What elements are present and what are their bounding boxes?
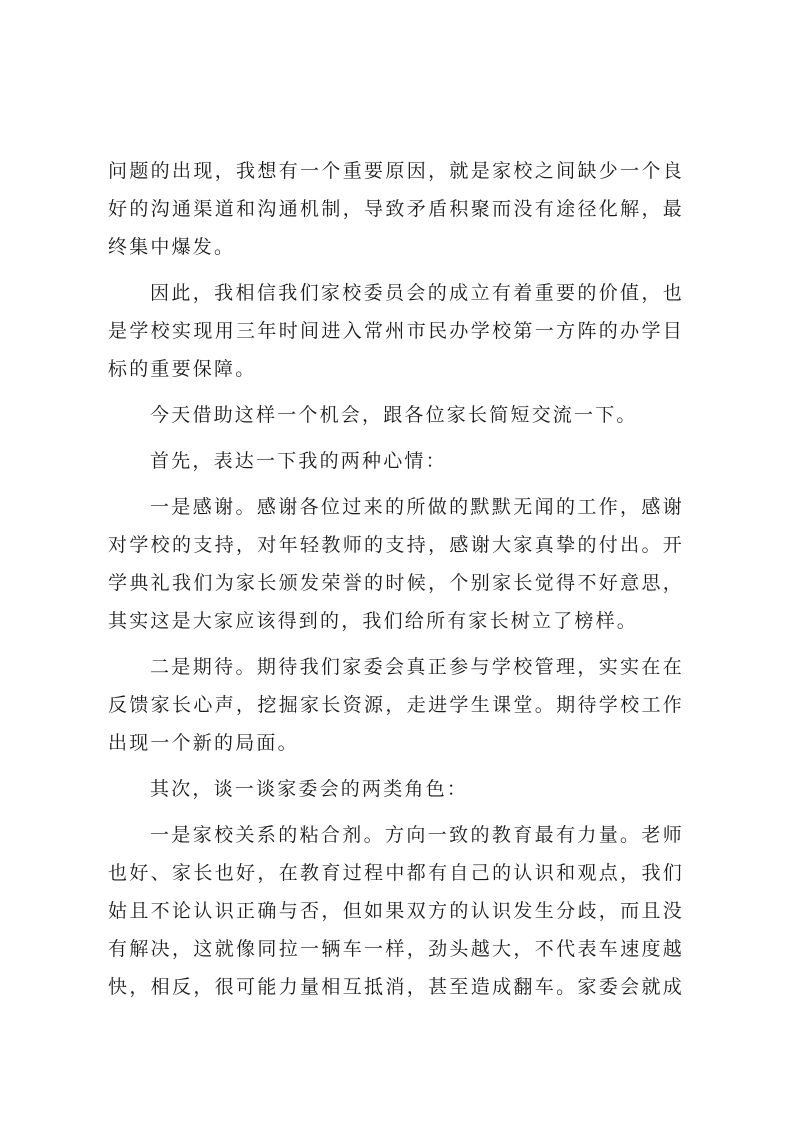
- paragraph-line: 一是感谢。感谢各位过来的所做的默默无闻的工作，感谢: [150, 496, 684, 518]
- paragraph: [108, 770, 684, 808]
- paragraph-line: 学典礼我们为家长颁发荣誉的时候，个别家长觉得不好意思，: [108, 572, 684, 594]
- paragraph-line: 一是家校关系的粘合剂。方向一致的教育最有力量。老师: [150, 824, 684, 846]
- paragraph-line: 有解决，这就像同拉一辆车一样，劲头越大，不代表车速度越: [108, 938, 684, 960]
- paragraph-line: 出现一个新的局面。: [108, 732, 299, 754]
- paragraph-line: 二是期待。期待我们家委会真正参与学校管理，实实在在: [150, 656, 684, 678]
- paragraph-line: 终集中爆发。: [108, 236, 236, 258]
- paragraph-line: 快，相反，很可能力量相互抵消，甚至造成翻车。家委会就成: [108, 976, 684, 998]
- paragraph-line: 好的沟通渠道和沟通机制，导致矛盾积聚而没有途径化解，最: [108, 198, 684, 220]
- paragraph-line: 今天借助这样一个机会，跟各位家长简短交流一下。: [150, 404, 638, 426]
- paragraph-line: 也好、家长也好，在教育过程中都有自己的认识和观点，我们: [108, 862, 684, 884]
- paragraph: [108, 488, 684, 640]
- paragraph-line: 对学校的支持，对年轻教师的支持，感谢大家真挚的付出。开: [108, 534, 684, 556]
- document-body: [108, 152, 684, 1014]
- paragraph-line: 是学校实现用三年时间进入常州市民办学校第一方阵的办学目: [108, 320, 684, 342]
- paragraph: [108, 274, 684, 388]
- paragraph: [108, 442, 684, 480]
- paragraph: [108, 816, 684, 1006]
- paragraph-line: 其实这是大家应该得到的，我们给所有家长树立了榜样。: [108, 610, 639, 632]
- paragraph: [108, 152, 684, 266]
- paragraph-line: 因此，我相信我们家校委员会的成立有着重要的价值，也: [150, 282, 684, 304]
- paragraph-line: 标的重要保障。: [108, 358, 257, 380]
- paragraph-line: 其次，谈一谈家委会的两类角色：: [150, 778, 469, 800]
- paragraph: [108, 648, 684, 762]
- paragraph: [108, 396, 684, 434]
- paragraph-line: 首先，表达一下我的两种心情：: [150, 450, 447, 472]
- paragraph-line: 姑且不论认识正确与否，但如果双方的认识发生分歧，而且没: [108, 900, 684, 922]
- paragraph-line: 反馈家长心声，挖掘家长资源，走进学生课堂。期待学校工作: [108, 694, 684, 716]
- paragraph-line: 问题的出现，我想有一个重要原因，就是家校之间缺少一个良: [108, 160, 684, 182]
